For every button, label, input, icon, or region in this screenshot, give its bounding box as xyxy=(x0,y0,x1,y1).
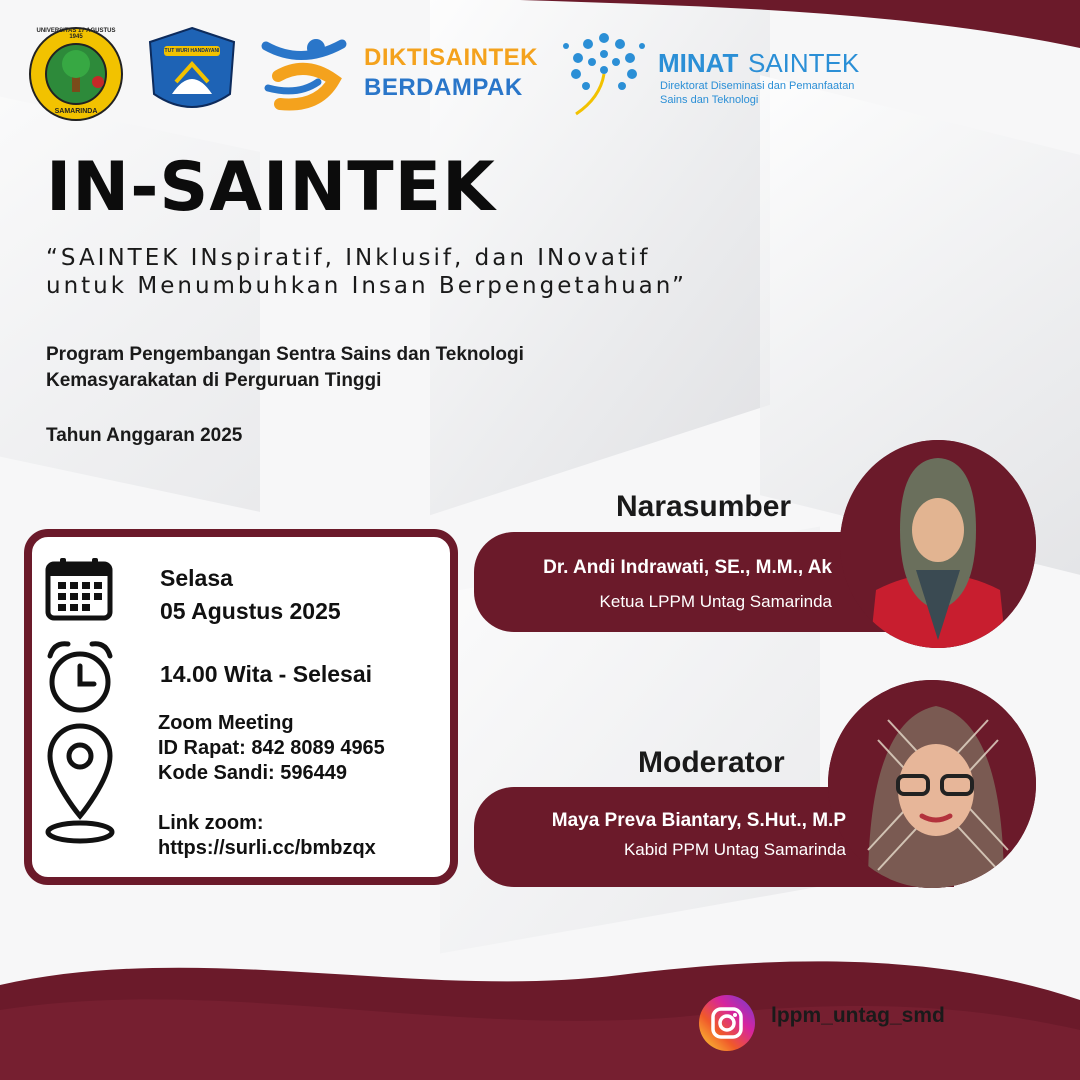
program-description xyxy=(46,342,524,394)
tagline-line-2: untuk Menumbuhkan Insan Berpengetahuan” xyxy=(46,273,687,299)
alarm-clock-icon xyxy=(44,638,116,716)
event-time: 14.00 Wita - Selesai xyxy=(160,661,373,687)
program-line-2: Kemasyarakatan di Perguruan Tinggi xyxy=(46,370,382,391)
untag-ring-bottom: SAMARINDA xyxy=(54,108,98,115)
meeting-id: ID Rapat: 842 8089 4965 xyxy=(158,737,385,759)
zoom-link-label: Link zoom: xyxy=(158,812,264,834)
event-date: 05 Agustus 2025 xyxy=(160,598,341,624)
narasumber-photo xyxy=(840,440,1036,648)
meeting-passcode: Kode Sandi: 596449 xyxy=(158,762,347,784)
budget-year: Tahun Anggaran 2025 xyxy=(46,425,243,446)
event-day: Selasa xyxy=(160,565,233,591)
location-pin-icon xyxy=(44,720,116,852)
meeting-platform: Zoom Meeting xyxy=(158,712,294,734)
untag-ring-top: UNIVERSITAS 17 AGUSTUS 1945 xyxy=(36,28,116,40)
moderator-role-label: Moderator xyxy=(638,746,785,779)
event-title: IN-SAINTEK xyxy=(46,148,496,227)
diktisaintek-line1: DIKTISAINTEK xyxy=(364,44,538,71)
narasumber-role-label: Narasumber xyxy=(616,490,792,523)
zoom-link[interactable]: https://surli.cc/bmbzqx xyxy=(158,837,376,859)
untag-logo xyxy=(28,26,124,122)
moderator-position: Kabid PPM Untag Samarinda xyxy=(623,840,846,859)
minat-subtitle-1: Direktorat Diseminasi dan Pemanfaatan xyxy=(660,80,855,92)
calendar-icon xyxy=(44,556,116,622)
minat-title-part1: MINAT xyxy=(658,48,739,78)
diktisaintek-logo xyxy=(258,30,548,116)
instagram-handle[interactable]: lppm_untag_smd xyxy=(771,1004,945,1027)
moderator-name: Maya Preva Biantary, S.Hut., M.P xyxy=(551,810,846,831)
minat-title-part2: SAINTEK xyxy=(748,48,860,78)
narasumber-name: Dr. Andi Indrawati, SE., M.M., Ak xyxy=(543,557,832,578)
tutwuri-logo xyxy=(146,24,238,120)
narasumber-position: Ketua LPPM Untag Samarinda xyxy=(599,592,832,611)
minat-subtitle-2: Sains dan Teknologi xyxy=(660,94,759,106)
minatsaintek-logo xyxy=(556,24,876,120)
tutwuri-motto: TUT WURI HANDAYANI xyxy=(164,48,220,54)
program-line-1: Program Pengembangan Sentra Sains dan Teknologi xyxy=(46,344,524,365)
event-tagline xyxy=(46,244,687,300)
instagram-icon[interactable] xyxy=(698,994,756,1052)
tagline-line-1: “SAINTEK INspiratif, INklusif, dan INovatif xyxy=(46,245,651,271)
moderator-photo xyxy=(828,680,1036,888)
diktisaintek-line2: BERDAMPAK xyxy=(364,74,523,101)
